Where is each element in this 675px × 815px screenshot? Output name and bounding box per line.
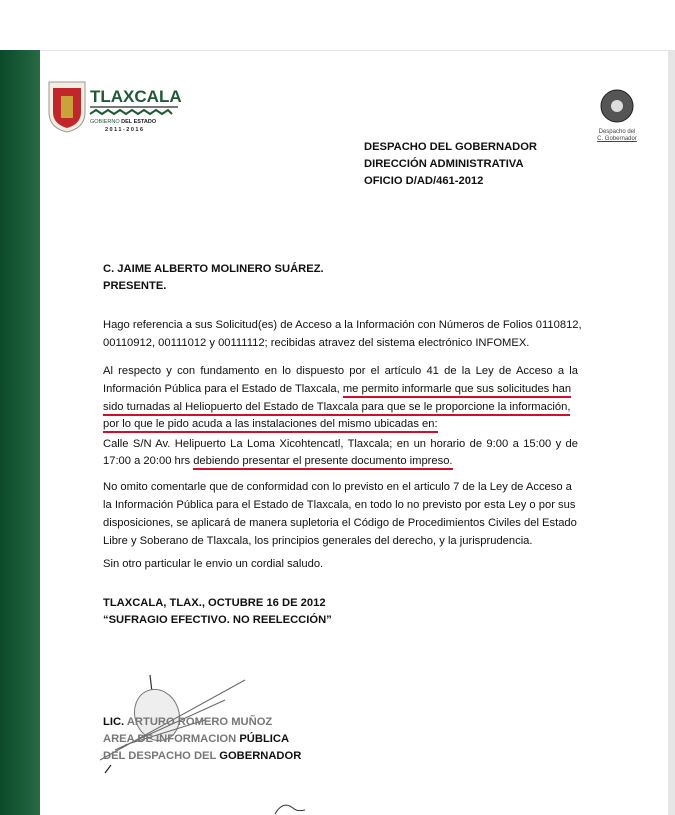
text: ARTURO ROMERO MUÑOZ xyxy=(126,716,273,728)
text: GOBERNADOR xyxy=(219,750,302,762)
paragraph-2-line xyxy=(103,400,570,414)
highlighted-text: debiendo presentar el presente documento impreso. xyxy=(193,455,452,470)
svg-text:TLAXCALA: TLAXCALA xyxy=(90,87,182,106)
text: DEL DESPACHO DEL xyxy=(103,750,220,762)
text: PÚBLICA xyxy=(239,733,290,745)
paragraph-5: Sin otro particular le envio un cordial saludo. xyxy=(103,558,324,570)
paragraph-3-line xyxy=(103,454,453,468)
highlighted-text: me permito informarle que sus solicitudes han xyxy=(343,383,571,398)
text: Información Pública para el Estado de Tlaxcala, xyxy=(103,383,343,395)
addressee-presente: PRESENTE. xyxy=(103,280,167,292)
seal-caption-1: Despacho del xyxy=(598,129,636,135)
paragraph-4-line: No omito comentarle que de conformidad con lo previsto en el articulo 7 de la Ley de Acceso a xyxy=(103,481,572,493)
paragraph-4-line: disposiciones, se aplicará de manera supletoria el Código de Procedimientos Civiles del Estado xyxy=(103,517,577,529)
paragraph-2-line xyxy=(103,382,571,396)
signer-area xyxy=(103,732,289,746)
signer-office xyxy=(103,749,301,763)
svg-text:GOBIERNO DEL ESTADO: GOBIERNO DEL ESTADO xyxy=(90,119,157,125)
handwritten-mark xyxy=(270,800,310,815)
addressee-name: C. JAIME ALBERTO MOLINERO SUÁREZ. xyxy=(103,263,324,275)
header-office: DESPACHO DEL GOBERNADOR xyxy=(364,141,538,153)
highlighted-text: por lo que le pido acuda a las instalaciones del mismo ubicadas en: xyxy=(103,418,438,433)
paragraph-1-line: 00110912, 00111012 y 00111112; recibidas atravez del sistema electrónico INFOMEX. xyxy=(103,337,530,349)
green-margin-band xyxy=(0,50,40,815)
paragraph-3-line: Calle S/N Av. Helipuerto La Loma Xicohtencatl, Tlaxcala; en un horario de 9:00 a 15:00 y de xyxy=(103,438,578,450)
svg-text:2011-2016: 2011-2016 xyxy=(105,127,145,133)
header-direction: DIRECCIÓN ADMINISTRATIVA xyxy=(364,158,524,170)
text: AREA DE INFORMACION xyxy=(103,733,240,745)
paragraph-4-line: la Información Pública para el Estado de Tlaxcala, en todo lo no previsto por esta Ley o por sus xyxy=(103,499,576,511)
paragraph-4-line: Libre y Soberano de Tlaxcala, los principios generales del derecho, y la jurisprudencia. xyxy=(103,535,533,547)
page-edge xyxy=(668,50,675,815)
paragraph-1-line: Hago referencia a sus Solicitud(es) de Acceso a la Información con Números de Folios 0110812, xyxy=(103,319,582,331)
governor-seal xyxy=(596,88,638,143)
header-oficio-number: OFICIO D/AD/461-2012 xyxy=(364,175,484,187)
signer-name xyxy=(103,715,272,729)
highlighted-text: sido turnadas al Heliopuerto del Estado de Tlaxcala para que se le proporcione la información, xyxy=(103,401,570,416)
seal-caption-2: C. Gobernador xyxy=(597,136,637,142)
tlaxcala-logo xyxy=(47,78,182,139)
paragraph-2-line xyxy=(103,417,438,431)
text: LIC. xyxy=(103,716,127,728)
closing-motto: “SUFRAGIO EFECTIVO. NO REELECCIÓN” xyxy=(103,614,332,626)
paragraph-2-line: Al respecto y con fundamento en lo dispuesto por el artículo 41 de la Ley de Acceso a la xyxy=(103,365,578,377)
text: 17:00 a 20:00 hrs xyxy=(103,455,194,467)
closing-place-date: TLAXCALA, TLAX., OCTUBRE 16 DE 2012 xyxy=(103,597,326,609)
